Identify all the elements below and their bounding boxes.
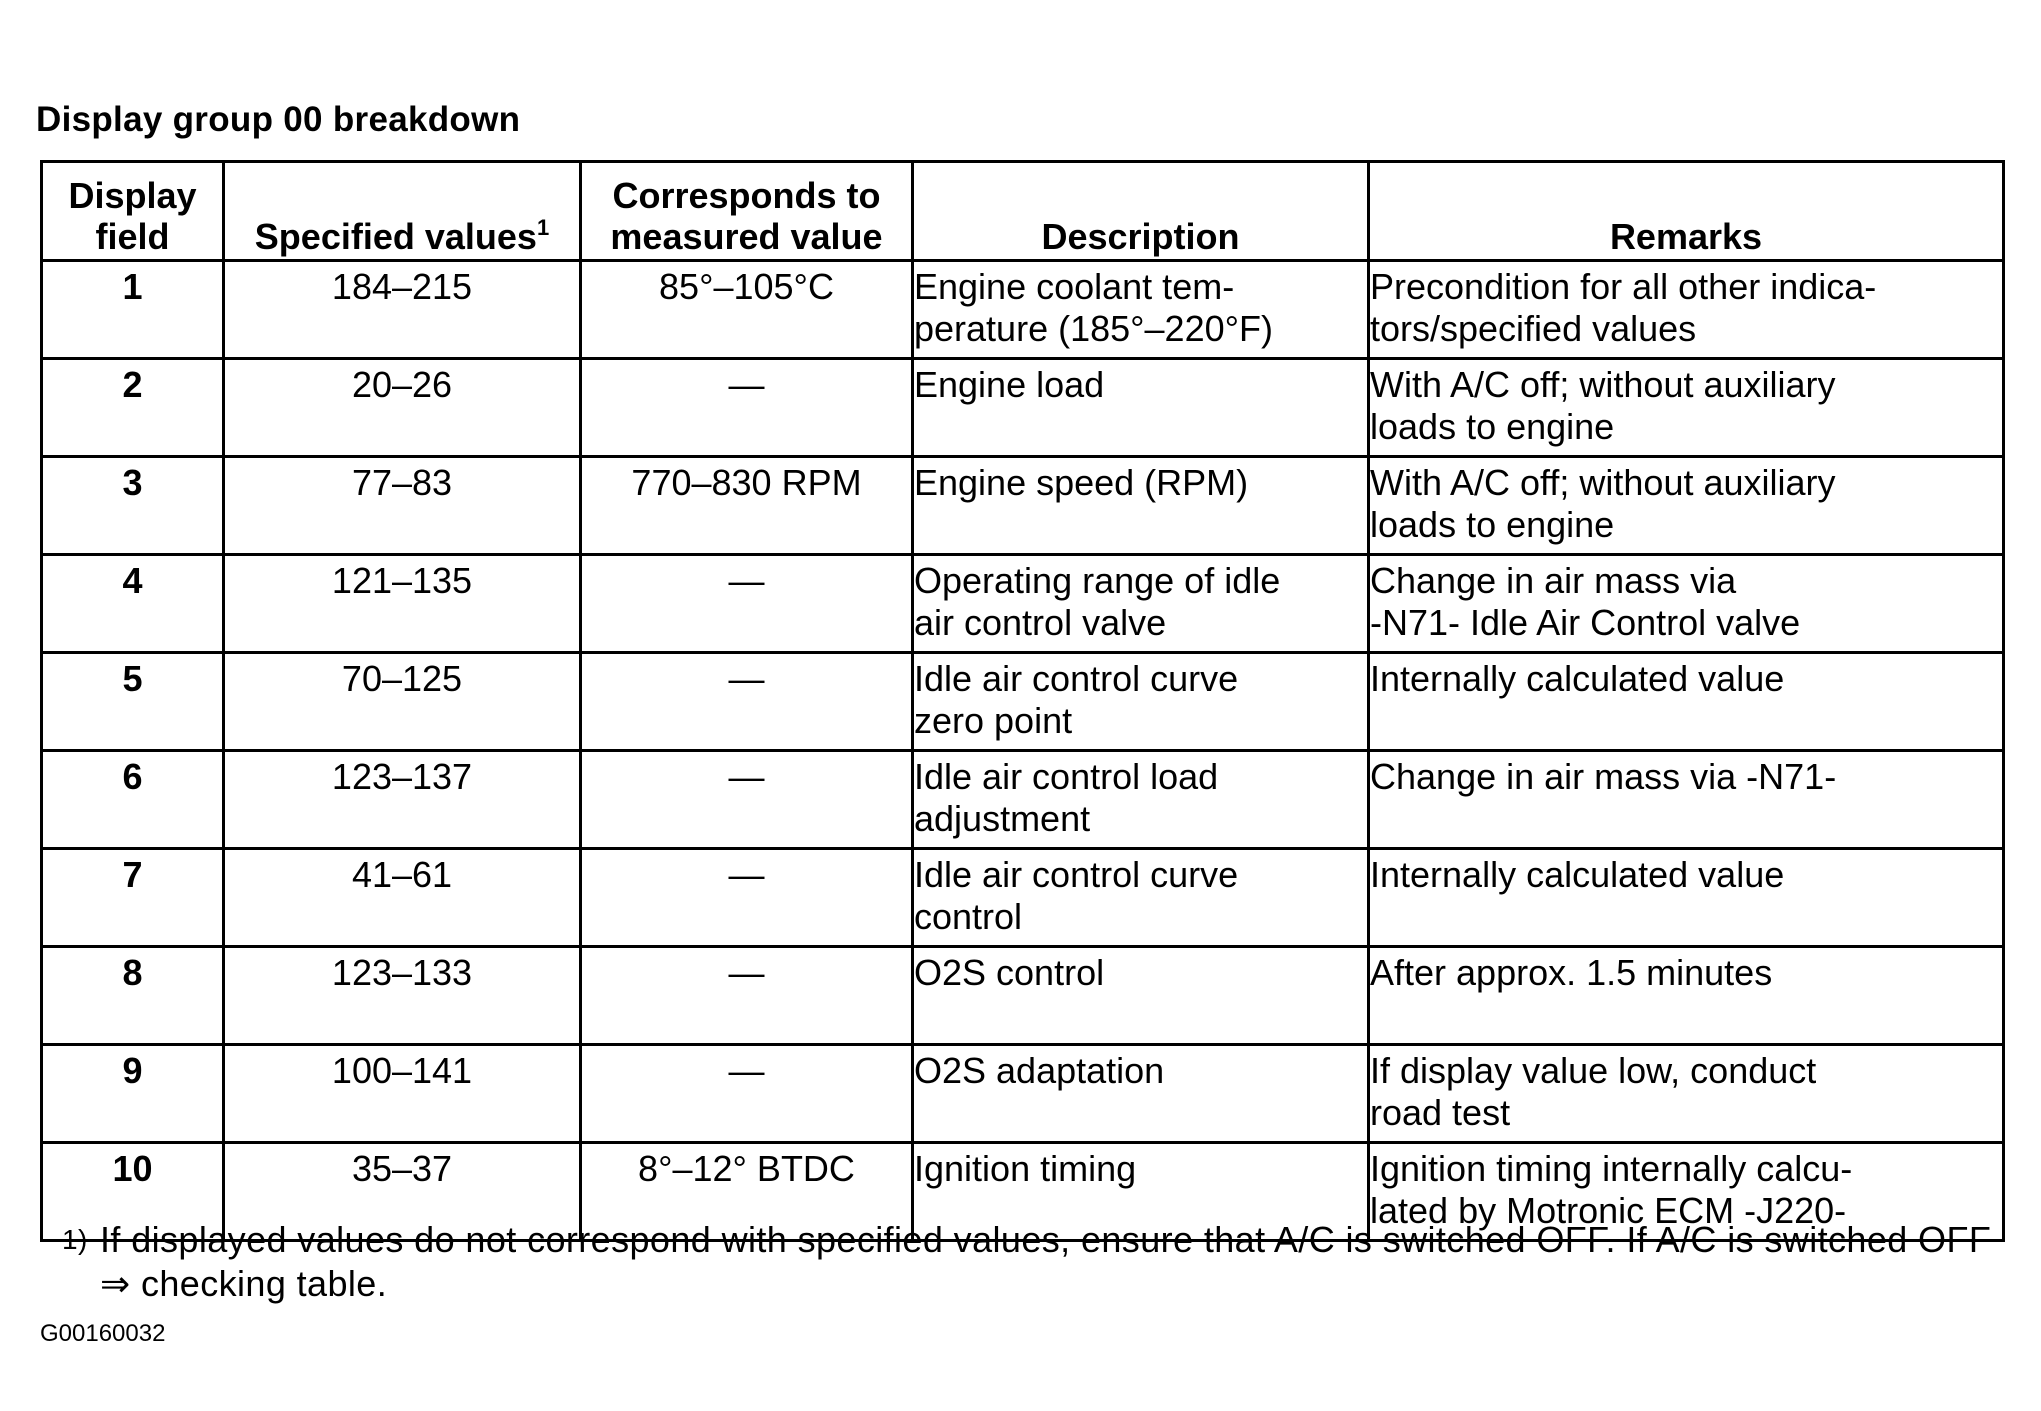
cell-measured-value: — (581, 1045, 913, 1143)
remarks-line1: Internally calculated value (1370, 658, 1785, 699)
remarks-line1: If display value low, conduct (1370, 1050, 1817, 1091)
remarks-line2: loads to engine (1370, 406, 1615, 447)
table-row (42, 653, 2004, 751)
cell-description (913, 261, 1369, 359)
description-line1: Ignition timing (914, 1148, 1137, 1189)
cell-specified-value: 70–125 (224, 653, 581, 751)
remarks-line1: Change in air mass via -N71- (1370, 756, 1837, 797)
description-line1: Operating range of idle (914, 560, 1281, 601)
cell-description (913, 359, 1369, 457)
header-remarks: Remarks (1369, 162, 2004, 261)
cell-description (913, 751, 1369, 849)
description-line2: control (914, 896, 1023, 937)
remarks-line1: With A/C off; without auxiliary (1370, 462, 1836, 503)
cell-specified-value: 100–141 (224, 1045, 581, 1143)
cell-remarks (1369, 653, 2004, 751)
table-row (42, 849, 2004, 947)
table-row (42, 457, 2004, 555)
header-display-field-line2: field (95, 216, 170, 257)
table-header-row (42, 162, 2004, 261)
cell-specified-value: 20–26 (224, 359, 581, 457)
description-line1: O2S adaptation (914, 1050, 1165, 1091)
cell-field: 5 (42, 653, 224, 751)
cell-measured-value: — (581, 751, 913, 849)
remarks-line1: After approx. 1.5 minutes (1370, 952, 1773, 993)
cell-field: 3 (42, 457, 224, 555)
table-row (42, 947, 2004, 1045)
remarks-line2: loads to engine (1370, 504, 1615, 545)
description-line1: Idle air control curve (914, 854, 1239, 895)
remarks-line2: tors/specified values (1370, 308, 1697, 349)
cell-description (913, 849, 1369, 947)
cell-field: 7 (42, 849, 224, 947)
cell-description (913, 555, 1369, 653)
cell-remarks (1369, 947, 2004, 1045)
description-line1: Idle air control curve (914, 658, 1239, 699)
header-display-field-line1: Display (68, 175, 197, 216)
cell-specified-value: 123–137 (224, 751, 581, 849)
description-line2: zero point (914, 700, 1073, 741)
cell-measured-value: — (581, 947, 913, 1045)
footnote-marker: 1) (62, 1224, 88, 1255)
cell-field: 2 (42, 359, 224, 457)
cell-specified-value: 123–133 (224, 947, 581, 1045)
cell-description (913, 653, 1369, 751)
footnote (62, 1218, 2002, 1306)
cell-measured-value: — (581, 359, 913, 457)
description-line1: Engine speed (RPM) (914, 462, 1249, 503)
description-line1: Engine load (914, 364, 1105, 405)
remarks-line2: road test (1370, 1092, 1511, 1133)
cell-remarks (1369, 751, 2004, 849)
cell-field: 1 (42, 261, 224, 359)
cell-specified-value: 77–83 (224, 457, 581, 555)
cell-remarks (1369, 555, 2004, 653)
remarks-line1: Ignition timing internally calcu- (1370, 1148, 1853, 1189)
cell-specified-value: 121–135 (224, 555, 581, 653)
table-row (42, 1045, 2004, 1143)
cell-measured-value: 8°–12° BTDC (581, 1143, 913, 1241)
table-row (42, 261, 2004, 359)
header-measured-value (581, 162, 913, 261)
footnote-reference: 1 (536, 215, 550, 240)
cell-description (913, 947, 1369, 1045)
cell-specified-value: 41–61 (224, 849, 581, 947)
description-line2: air control valve (914, 602, 1167, 643)
remarks-line1: Precondition for all other indica- (1370, 266, 1877, 307)
table-row (42, 359, 2004, 457)
cell-description (913, 1045, 1369, 1143)
description-line1: O2S control (914, 952, 1105, 993)
description-line1: Idle air control load (914, 756, 1219, 797)
description-line1: Engine coolant tem- (914, 266, 1235, 307)
cell-specified-value: 184–215 (224, 261, 581, 359)
description-line2: perature (185°–220°F) (914, 308, 1273, 349)
cell-measured-value: 770–830 RPM (581, 457, 913, 555)
cell-measured-value: — (581, 555, 913, 653)
cell-field: 10 (42, 1143, 224, 1241)
remarks-line1: Change in air mass via (1370, 560, 1737, 601)
remarks-line2: lated by Motronic ECM -J220- (1370, 1190, 1847, 1231)
cell-measured-value: 85°–105°C (581, 261, 913, 359)
cell-remarks (1369, 849, 2004, 947)
remarks-line2: -N71- Idle Air Control valve (1370, 602, 1801, 643)
cell-field: 4 (42, 555, 224, 653)
description-line2: adjustment (914, 798, 1091, 839)
remarks-line1: Internally calculated value (1370, 854, 1785, 895)
display-group-table (40, 160, 2005, 1242)
figure-id: G00160032 (40, 1320, 166, 1347)
header-specified-values (224, 162, 581, 261)
cell-remarks (1369, 359, 2004, 457)
table-row (42, 555, 2004, 653)
header-measured-value-line2: measured value (610, 216, 883, 257)
cell-remarks (1369, 261, 2004, 359)
table-row (42, 751, 2004, 849)
cell-field: 6 (42, 751, 224, 849)
cell-description (913, 457, 1369, 555)
header-specified-values-label: Specified values (254, 216, 537, 257)
cell-remarks (1369, 1045, 2004, 1143)
cell-field: 9 (42, 1045, 224, 1143)
cell-measured-value: — (581, 653, 913, 751)
cell-specified-value: 35–37 (224, 1143, 581, 1241)
cell-field: 8 (42, 947, 224, 1045)
page-title: Display group 00 breakdown (36, 100, 521, 139)
header-description: Description (913, 162, 1369, 261)
footnote-text: If displayed values do not correspond with specified values, ensure that A/C is switched OFF. If A/C is switched OFF ⇒ checking table. (100, 1219, 1992, 1304)
header-display-field (42, 162, 224, 261)
cell-measured-value: — (581, 849, 913, 947)
header-measured-value-line1: Corresponds to (612, 175, 881, 216)
cell-remarks (1369, 457, 2004, 555)
remarks-line1: With A/C off; without auxiliary (1370, 364, 1836, 405)
